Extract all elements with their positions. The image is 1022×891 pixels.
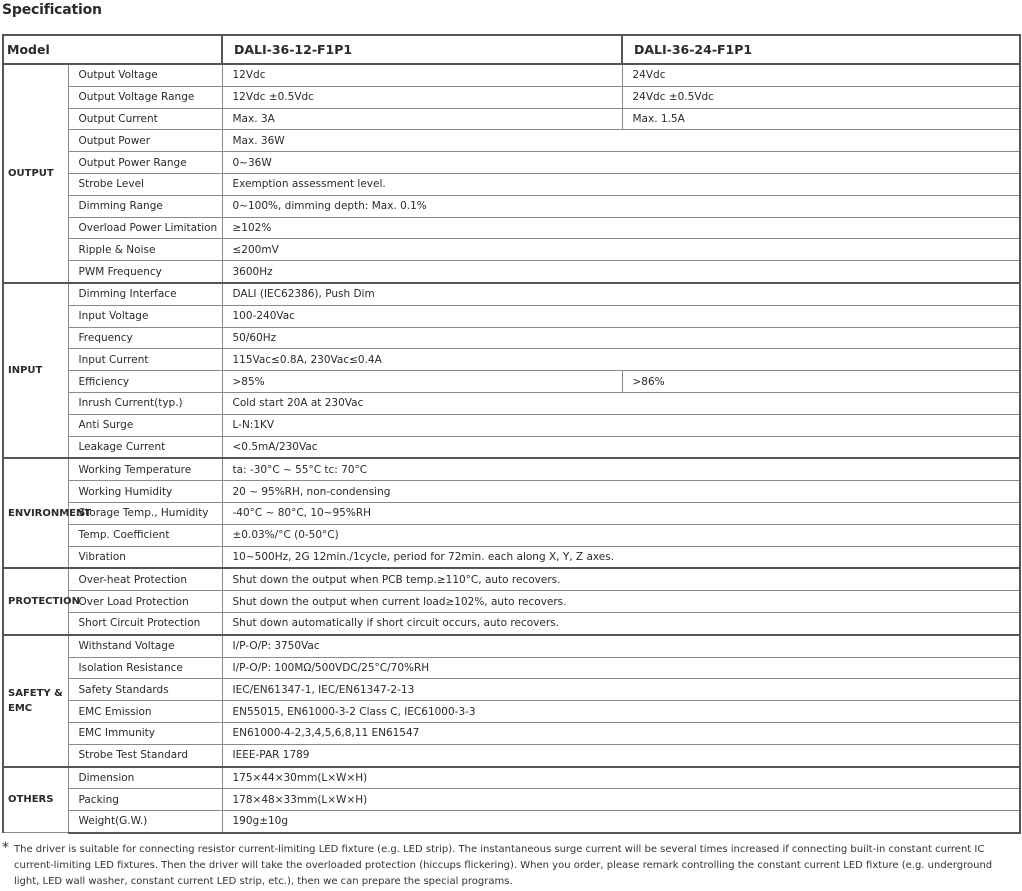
parameter-label: Dimension: [68, 767, 222, 789]
shared-value-cell: Max. 36W: [222, 130, 1020, 152]
parameter-label: Efficiency: [68, 371, 222, 393]
parameter-label: EMC Immunity: [68, 722, 222, 744]
shared-value-cell: 175×44×30mm(L×W×H): [222, 767, 1020, 789]
product-b-value: Max. 1.5A: [622, 108, 1020, 130]
shared-value-cell: 0~100%, dimming depth: Max. 0.1%: [222, 195, 1020, 217]
table-row: [3, 86, 1020, 108]
category-cell: OUTPUT: [3, 64, 68, 283]
table-row: [3, 481, 1020, 503]
parameter-label: Output Current: [68, 108, 222, 130]
table-row: [3, 108, 1020, 130]
parameter-label: Anti Surge: [68, 414, 222, 436]
parameter-label: Leakage Current: [68, 436, 222, 458]
table-row: [3, 612, 1020, 634]
parameter-label: Strobe Level: [68, 173, 222, 195]
table-row: [3, 195, 1020, 217]
parameter-label: Output Power Range: [68, 152, 222, 174]
shared-value-cell: IEEE-PAR 1789: [222, 744, 1020, 766]
parameter-label: Withstand Voltage: [68, 635, 222, 657]
table-row: [3, 392, 1020, 414]
product-a-value: Max. 3A: [222, 108, 622, 130]
shared-value-cell: 100-240Vac: [222, 305, 1020, 327]
page-title: Specification: [2, 2, 102, 18]
parameter-label: Input Current: [68, 349, 222, 371]
parameter-label: EMC Emission: [68, 701, 222, 723]
shared-value-cell: DALI (IEC62386), Push Dim: [222, 283, 1020, 305]
table-row: [3, 305, 1020, 327]
table-row: [3, 283, 1020, 305]
table-row: [3, 524, 1020, 546]
table-row: [3, 261, 1020, 283]
parameter-label: Over-heat Protection: [68, 568, 222, 590]
table-row: [3, 217, 1020, 239]
parameter-label: Frequency: [68, 327, 222, 349]
footnote: [2, 842, 1018, 890]
shared-value-cell: EN55015, EN61000-3-2 Class C, IEC61000-3-3: [222, 701, 1020, 723]
shared-value-cell: Cold start 20A at 230Vac: [222, 392, 1020, 414]
parameter-label: Ripple & Noise: [68, 239, 222, 261]
category-cell: INPUT: [3, 283, 68, 458]
shared-value-cell: I/P-O/P: 100MΩ/500VDC/25°C/70%RH: [222, 657, 1020, 679]
table-row: [3, 657, 1020, 679]
parameter-label: Over Load Protection: [68, 591, 222, 613]
shared-value-cell: Exemption assessment level.: [222, 173, 1020, 195]
table-row: [3, 502, 1020, 524]
shared-value-cell: I/P-O/P: 3750Vac: [222, 635, 1020, 657]
parameter-label: Overload Power Limitation: [68, 217, 222, 239]
table-header-row: [3, 35, 1020, 64]
shared-value-cell: ±0.03%/°C (0-50°C): [222, 524, 1020, 546]
parameter-label: Storage Temp., Humidity: [68, 502, 222, 524]
parameter-label: Dimming Interface: [68, 283, 222, 305]
parameter-label: Strobe Test Standard: [68, 744, 222, 766]
product-a-header: DALI-36-12-F1P1: [222, 35, 622, 64]
model-header: Model: [3, 35, 222, 64]
table-row: [3, 701, 1020, 723]
parameter-label: Input Voltage: [68, 305, 222, 327]
table-row: [3, 546, 1020, 568]
table-row: [3, 744, 1020, 766]
category-cell: PROTECTION: [3, 568, 68, 634]
parameter-label: Output Voltage: [68, 64, 222, 86]
shared-value-cell: 115Vac≤0.8A, 230Vac≤0.4A: [222, 349, 1020, 371]
parameter-label: Inrush Current(typ.): [68, 392, 222, 414]
category-cell: SAFETY & EMC: [3, 635, 68, 767]
parameter-label: PWM Frequency: [68, 261, 222, 283]
parameter-label: Safety Standards: [68, 679, 222, 701]
parameter-label: Vibration: [68, 546, 222, 568]
table-row: [3, 811, 1020, 833]
shared-value-cell: IEC/EN61347-1, IEC/EN61347-2-13: [222, 679, 1020, 701]
table-row: [3, 414, 1020, 436]
table-row: [3, 568, 1020, 590]
specification-table: [2, 34, 1021, 834]
parameter-label: Output Power: [68, 130, 222, 152]
product-a-value: 12Vdc: [222, 64, 622, 86]
shared-value-cell: 0~36W: [222, 152, 1020, 174]
table-row: [3, 722, 1020, 744]
shared-value-cell: Shut down the output when PCB temp.≥110°C, auto recovers.: [222, 568, 1020, 590]
parameter-label: Dimming Range: [68, 195, 222, 217]
asterisk-icon: *: [2, 840, 9, 856]
category-cell: ENVIRONMENT: [3, 458, 68, 568]
table-row: [3, 635, 1020, 657]
category-cell: OTHERS: [3, 767, 68, 833]
table-row: [3, 789, 1020, 811]
shared-value-cell: -40°C ~ 80°C, 10~95%RH: [222, 502, 1020, 524]
table-row: [3, 239, 1020, 261]
table-row: [3, 349, 1020, 371]
product-b-value: >86%: [622, 371, 1020, 393]
shared-value-cell: 10~500Hz, 2G 12min./1cycle, period for 72min. each along X, Y, Z axes.: [222, 546, 1020, 568]
product-b-header: DALI-36-24-F1P1: [622, 35, 1020, 64]
shared-value-cell: ≥102%: [222, 217, 1020, 239]
table-row: [3, 371, 1020, 393]
parameter-label: Working Humidity: [68, 481, 222, 503]
shared-value-cell: 178×48×33mm(L×W×H): [222, 789, 1020, 811]
parameter-label: Packing: [68, 789, 222, 811]
parameter-label: Isolation Resistance: [68, 657, 222, 679]
table-row: [3, 436, 1020, 458]
specification-body: [3, 64, 1020, 833]
table-row: [3, 152, 1020, 174]
shared-value-cell: L-N:1KV: [222, 414, 1020, 436]
shared-value-cell: ≤200mV: [222, 239, 1020, 261]
parameter-label: Weight(G.W.): [68, 811, 222, 833]
shared-value-cell: Shut down automatically if short circuit occurs, auto recovers.: [222, 612, 1020, 634]
table-row: [3, 767, 1020, 789]
table-row: [3, 458, 1020, 480]
table-row: [3, 173, 1020, 195]
shared-value-cell: 50/60Hz: [222, 327, 1020, 349]
table-row: [3, 130, 1020, 152]
product-a-value: 12Vdc ±0.5Vdc: [222, 86, 622, 108]
shared-value-cell: 3600Hz: [222, 261, 1020, 283]
shared-value-cell: <0.5mA/230Vac: [222, 436, 1020, 458]
product-a-value: >85%: [222, 371, 622, 393]
shared-value-cell: EN61000-4-2,3,4,5,6,8,11 EN61547: [222, 722, 1020, 744]
table-row: [3, 591, 1020, 613]
footnote-text: The driver is suitable for connecting resistor current-limiting LED fixture (e.g. LED strip). The instantaneous surge current will be several times increased if connecting built-in constant current IC current-limiting LED fixtures. Then the driver will take the overloaded protection (hiccups flickering). When you order, please remark controlling the constant current LED fixture (e.g. underground light, LED wall washer, constant current LED strip, etc.), then we can prepare the special programs.: [14, 844, 993, 887]
shared-value-cell: 20 ~ 95%RH, non-condensing: [222, 481, 1020, 503]
table-row: [3, 327, 1020, 349]
parameter-label: Working Temperature: [68, 458, 222, 480]
shared-value-cell: 190g±10g: [222, 811, 1020, 833]
parameter-label: Output Voltage Range: [68, 86, 222, 108]
table-row: [3, 64, 1020, 86]
table-row: [3, 679, 1020, 701]
parameter-label: Temp. Coefficient: [68, 524, 222, 546]
parameter-label: Short Circuit Protection: [68, 612, 222, 634]
shared-value-cell: ta: -30°C ~ 55°C tc: 70°C: [222, 458, 1020, 480]
product-b-value: 24Vdc: [622, 64, 1020, 86]
shared-value-cell: Shut down the output when current load≥102%, auto recovers.: [222, 591, 1020, 613]
product-b-value: 24Vdc ±0.5Vdc: [622, 86, 1020, 108]
